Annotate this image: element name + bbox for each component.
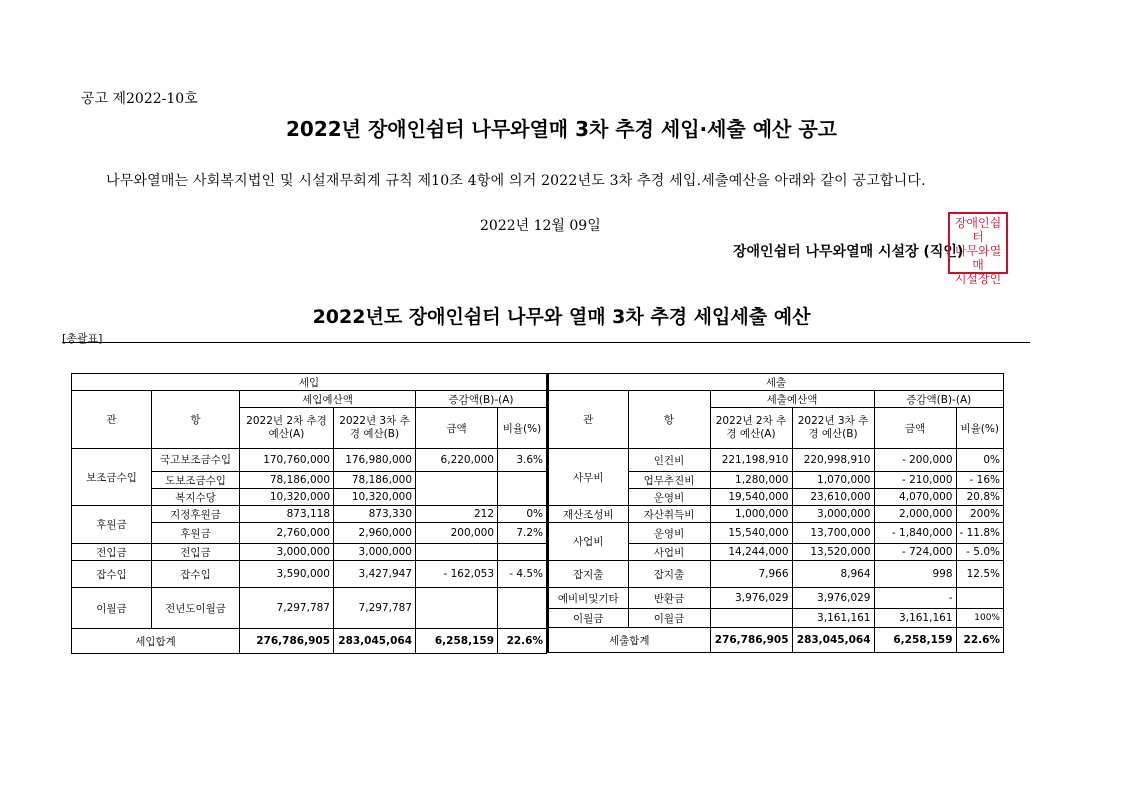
cell-amount: 3,161,161 — [874, 609, 956, 628]
cell-ratio: - 11.8% — [956, 523, 1003, 544]
cell-amount: - 1,840,000 — [874, 523, 956, 544]
cell-hang: 반환금 — [628, 588, 710, 609]
notice-number: 공고 제2022-10호 — [81, 91, 198, 107]
cell-kwan: 사업비 — [548, 523, 628, 561]
cell-a: 7,966 — [710, 561, 792, 588]
total-label: 세입합계 — [72, 629, 240, 654]
table-row — [548, 506, 1003, 523]
cell-hang: 자산취득비 — [628, 506, 710, 523]
table-row — [72, 588, 547, 629]
cell-amount: 200,000 — [416, 523, 498, 544]
cell-kwan: 이월금 — [72, 588, 152, 629]
cell-amount: - 210,000 — [874, 472, 956, 489]
cell-hang: 이월금 — [628, 609, 710, 628]
cell-b: 23,610,000 — [792, 489, 874, 506]
cell-ratio: 3.6% — [498, 449, 547, 472]
cell-a: 2,760,000 — [240, 523, 334, 544]
cell-b: 2,960,000 — [334, 523, 416, 544]
official-seal — [948, 212, 1008, 286]
cell-b: 3,000,000 — [792, 506, 874, 523]
divider — [62, 342, 1030, 343]
cell-amount: 4,070,000 — [874, 489, 956, 506]
cell-b: 8,964 — [792, 561, 874, 588]
cell-ratio: 0% — [498, 506, 547, 523]
cell-ratio: 20.8% — [956, 489, 1003, 506]
table-row — [72, 561, 547, 588]
cell-b: 13,520,000 — [792, 544, 874, 561]
cell-hang: 국고보조금수입 — [152, 449, 240, 472]
cell-kwan: 보조금수입 — [72, 449, 152, 506]
cell-kwan: 이월금 — [548, 609, 628, 628]
cell-b: 78,186,000 — [334, 472, 416, 489]
cell-b: 3,976,029 — [792, 588, 874, 609]
column-header-ratio: 비율(%) — [498, 408, 547, 449]
cell-amount: 2,000,000 — [874, 506, 956, 523]
cell-kwan: 사무비 — [548, 449, 628, 506]
cell-hang: 잡수입 — [152, 561, 240, 588]
cell-a: 221,198,910 — [710, 449, 792, 472]
notice-date: 2022년 12월 09일 — [480, 218, 601, 234]
cell-a: 10,320,000 — [240, 489, 334, 506]
cell-kwan: 잡지출 — [548, 561, 628, 588]
table-row — [548, 588, 1003, 609]
column-header-diff: 증감액(B)-(A) — [874, 391, 1003, 408]
total-row — [72, 629, 547, 654]
budget-title: 2022년도 장애인쉼터 나무와 열매 3차 추경 세입세출 예산 — [312, 306, 811, 328]
income-table — [71, 373, 547, 654]
table-row — [548, 523, 1003, 544]
cell-b: 3,427,947 — [334, 561, 416, 588]
cell-a — [710, 609, 792, 628]
total-ratio: 22.6% — [498, 629, 547, 654]
column-header-budget-a: 2022년 2차 추경 예산(A) — [240, 408, 334, 449]
seal-line: 시설장인 — [954, 272, 1002, 286]
cell-a: 873,118 — [240, 506, 334, 523]
total-amount: 6,258,159 — [416, 629, 498, 654]
cell-amount — [416, 588, 498, 629]
cell-a: 19,540,000 — [710, 489, 792, 506]
cell-ratio — [498, 588, 547, 629]
cell-ratio — [956, 588, 1003, 609]
column-header-budget: 세출예산액 — [710, 391, 874, 408]
column-header-amount: 금액 — [416, 408, 498, 449]
cell-kwan: 재산조성비 — [548, 506, 628, 523]
column-header-budget-b: 2022년 3차 추경 예산(B) — [334, 408, 416, 449]
total-b: 283,045,064 — [334, 629, 416, 654]
cell-b: 13,700,000 — [792, 523, 874, 544]
cell-amount: 998 — [874, 561, 956, 588]
total-row — [548, 628, 1003, 653]
cell-a: 3,976,029 — [710, 588, 792, 609]
cell-b: 3,000,000 — [334, 544, 416, 561]
column-header-amount: 금액 — [874, 408, 956, 449]
cell-b: 10,320,000 — [334, 489, 416, 506]
cell-amount: 212 — [416, 506, 498, 523]
cell-amount: - 724,000 — [874, 544, 956, 561]
page-title: 2022년 장애인쉼터 나무와열매 3차 추경 세입·세출 예산 공고 — [286, 117, 837, 141]
cell-a: 78,186,000 — [240, 472, 334, 489]
section-title: 세출 — [548, 374, 1003, 391]
expense-table — [547, 373, 1004, 653]
cell-kwan: 예비비및기타 — [548, 588, 628, 609]
column-header-budget-b: 2022년 3차 추경 예산(B) — [792, 408, 874, 449]
total-amount: 6,258,159 — [874, 628, 956, 653]
section-title: 세입 — [72, 374, 547, 391]
cell-hang: 지정후원금 — [152, 506, 240, 523]
cell-amount: 6,220,000 — [416, 449, 498, 472]
signer-line: 장애인쉼터 나무와열매 시설장 (직인) — [733, 244, 964, 260]
cell-amount: - — [874, 588, 956, 609]
cell-kwan: 잡수입 — [72, 561, 152, 588]
cell-b: 7,297,787 — [334, 588, 416, 629]
column-header-hang: 항 — [628, 391, 710, 449]
table-row — [548, 609, 1003, 628]
table-row — [72, 544, 547, 561]
column-header-budget-a: 2022년 2차 추경 예산(A) — [710, 408, 792, 449]
cell-hang: 후원금 — [152, 523, 240, 544]
cell-b: 220,998,910 — [792, 449, 874, 472]
cell-hang: 운영비 — [628, 489, 710, 506]
cell-b: 3,161,161 — [792, 609, 874, 628]
cell-ratio: 7.2% — [498, 523, 547, 544]
table-header-row — [72, 374, 547, 391]
total-a: 276,786,905 — [240, 629, 334, 654]
cell-hang: 인건비 — [628, 449, 710, 472]
cell-hang: 업무추진비 — [628, 472, 710, 489]
cell-a: 170,760,000 — [240, 449, 334, 472]
column-header-hang: 항 — [152, 391, 240, 449]
table-row — [548, 561, 1003, 588]
cell-ratio: - 16% — [956, 472, 1003, 489]
column-header-budget: 세입예산액 — [240, 391, 416, 408]
cell-a: 7,297,787 — [240, 588, 334, 629]
total-ratio: 22.6% — [956, 628, 1003, 653]
cell-amount: - 200,000 — [874, 449, 956, 472]
table-header-row — [548, 374, 1003, 391]
cell-a: 14,244,000 — [710, 544, 792, 561]
table-row — [548, 449, 1003, 472]
cell-ratio — [498, 472, 547, 506]
table-row — [72, 449, 547, 472]
cell-kwan: 후원금 — [72, 506, 152, 544]
cell-b: 176,980,000 — [334, 449, 416, 472]
cell-ratio: 100% — [956, 609, 1003, 628]
cell-ratio — [498, 544, 547, 561]
cell-a: 1,000,000 — [710, 506, 792, 523]
total-b: 283,045,064 — [792, 628, 874, 653]
cell-b: 1,070,000 — [792, 472, 874, 489]
cell-ratio: 0% — [956, 449, 1003, 472]
cell-a: 1,280,000 — [710, 472, 792, 489]
cell-ratio: - 5.0% — [956, 544, 1003, 561]
cell-hang: 도보조금수입 — [152, 472, 240, 489]
column-header-kwan: 관 — [548, 391, 628, 449]
cell-hang: 전년도이월금 — [152, 588, 240, 629]
cell-hang: 잡지출 — [628, 561, 710, 588]
total-label: 세출합계 — [548, 628, 710, 653]
cell-ratio: 12.5% — [956, 561, 1003, 588]
table-row — [72, 506, 547, 523]
cell-ratio: 200% — [956, 506, 1003, 523]
cell-hang: 사업비 — [628, 544, 710, 561]
cell-b: 873,330 — [334, 506, 416, 523]
column-header-diff: 증감액(B)-(A) — [416, 391, 547, 408]
cell-amount — [416, 544, 498, 561]
cell-hang: 운영비 — [628, 523, 710, 544]
column-header-kwan: 관 — [72, 391, 152, 449]
cell-a: 3,000,000 — [240, 544, 334, 561]
cell-a: 3,590,000 — [240, 561, 334, 588]
column-header-ratio: 비율(%) — [956, 408, 1003, 449]
summary-label: [총괄표] — [62, 332, 103, 345]
cell-a: 15,540,000 — [710, 523, 792, 544]
seal-line: 나무와열매 — [954, 244, 1002, 272]
cell-hang: 복지수당 — [152, 489, 240, 506]
cell-hang: 전입금 — [152, 544, 240, 561]
table-header-row — [548, 391, 1003, 408]
total-a: 276,786,905 — [710, 628, 792, 653]
table-header-row — [72, 391, 547, 408]
intro-paragraph: 나무와열매는 사회복지법인 및 시설재무회계 규칙 제10조 4항에 의거 2022년도 3차 추경 세입.세출예산을 아래와 같이 공고합니다. — [106, 173, 926, 189]
cell-amount: - 162,053 — [416, 561, 498, 588]
cell-ratio: - 4.5% — [498, 561, 547, 588]
seal-line: 장애인쉼터 — [954, 216, 1002, 244]
cell-amount — [416, 472, 498, 506]
cell-kwan: 전입금 — [72, 544, 152, 561]
